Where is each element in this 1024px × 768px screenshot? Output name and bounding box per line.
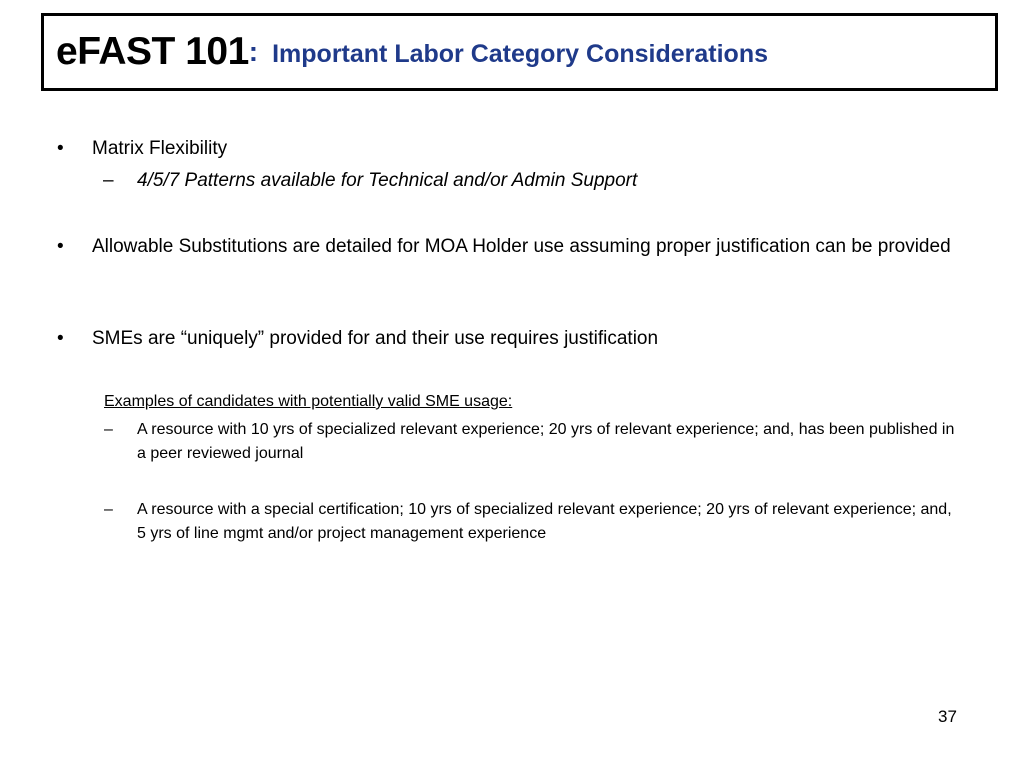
bullet-smes: [57, 325, 967, 353]
examples-heading: Examples of candidates with potentially valid SME usage:: [104, 393, 513, 410]
example-marker: –: [104, 501, 113, 518]
bullet-text: SMEs are “uniquely” provided for and their use requires justification: [92, 328, 659, 349]
slide-subtitle: Important Labor Category Considerations: [272, 39, 768, 68]
bullet-marker: •: [57, 328, 64, 349]
bullet-marker: •: [57, 138, 64, 159]
sub-bullet-marker: –: [103, 170, 114, 191]
bullet-matrix-flexibility: [57, 135, 967, 163]
sub-bullet-text: 4/5/7 Patterns available for Technical and/or Admin Support: [137, 170, 638, 191]
slide-title-box: [41, 13, 998, 91]
sub-bullet-patterns: [103, 167, 963, 195]
example-marker: –: [104, 421, 113, 438]
bullet-marker: •: [57, 236, 64, 257]
bullet-text: Allowable Substitutions are detailed for MOA Holder use assuming proper justification can be provided: [92, 236, 951, 257]
page-number: 37: [938, 707, 957, 726]
example-item: [104, 498, 964, 546]
bullet-allowable-substitutions: [57, 233, 967, 261]
example-text: A resource with 10 yrs of specialized relevant experience; 20 yrs of relevant experience; and, has been published in a peer reviewed journal: [137, 421, 955, 462]
slide-title: eFAST 101: [56, 30, 249, 73]
bullet-text: Matrix Flexibility: [92, 138, 228, 159]
example-text: A resource with a special certification; 10 yrs of specialized relevant experience; 20 yrs of relevant experience; and, 5 yrs of line mgmt and/or project management experience: [137, 501, 952, 542]
example-item: [104, 418, 964, 466]
slide-title-colon: :: [248, 36, 259, 67]
